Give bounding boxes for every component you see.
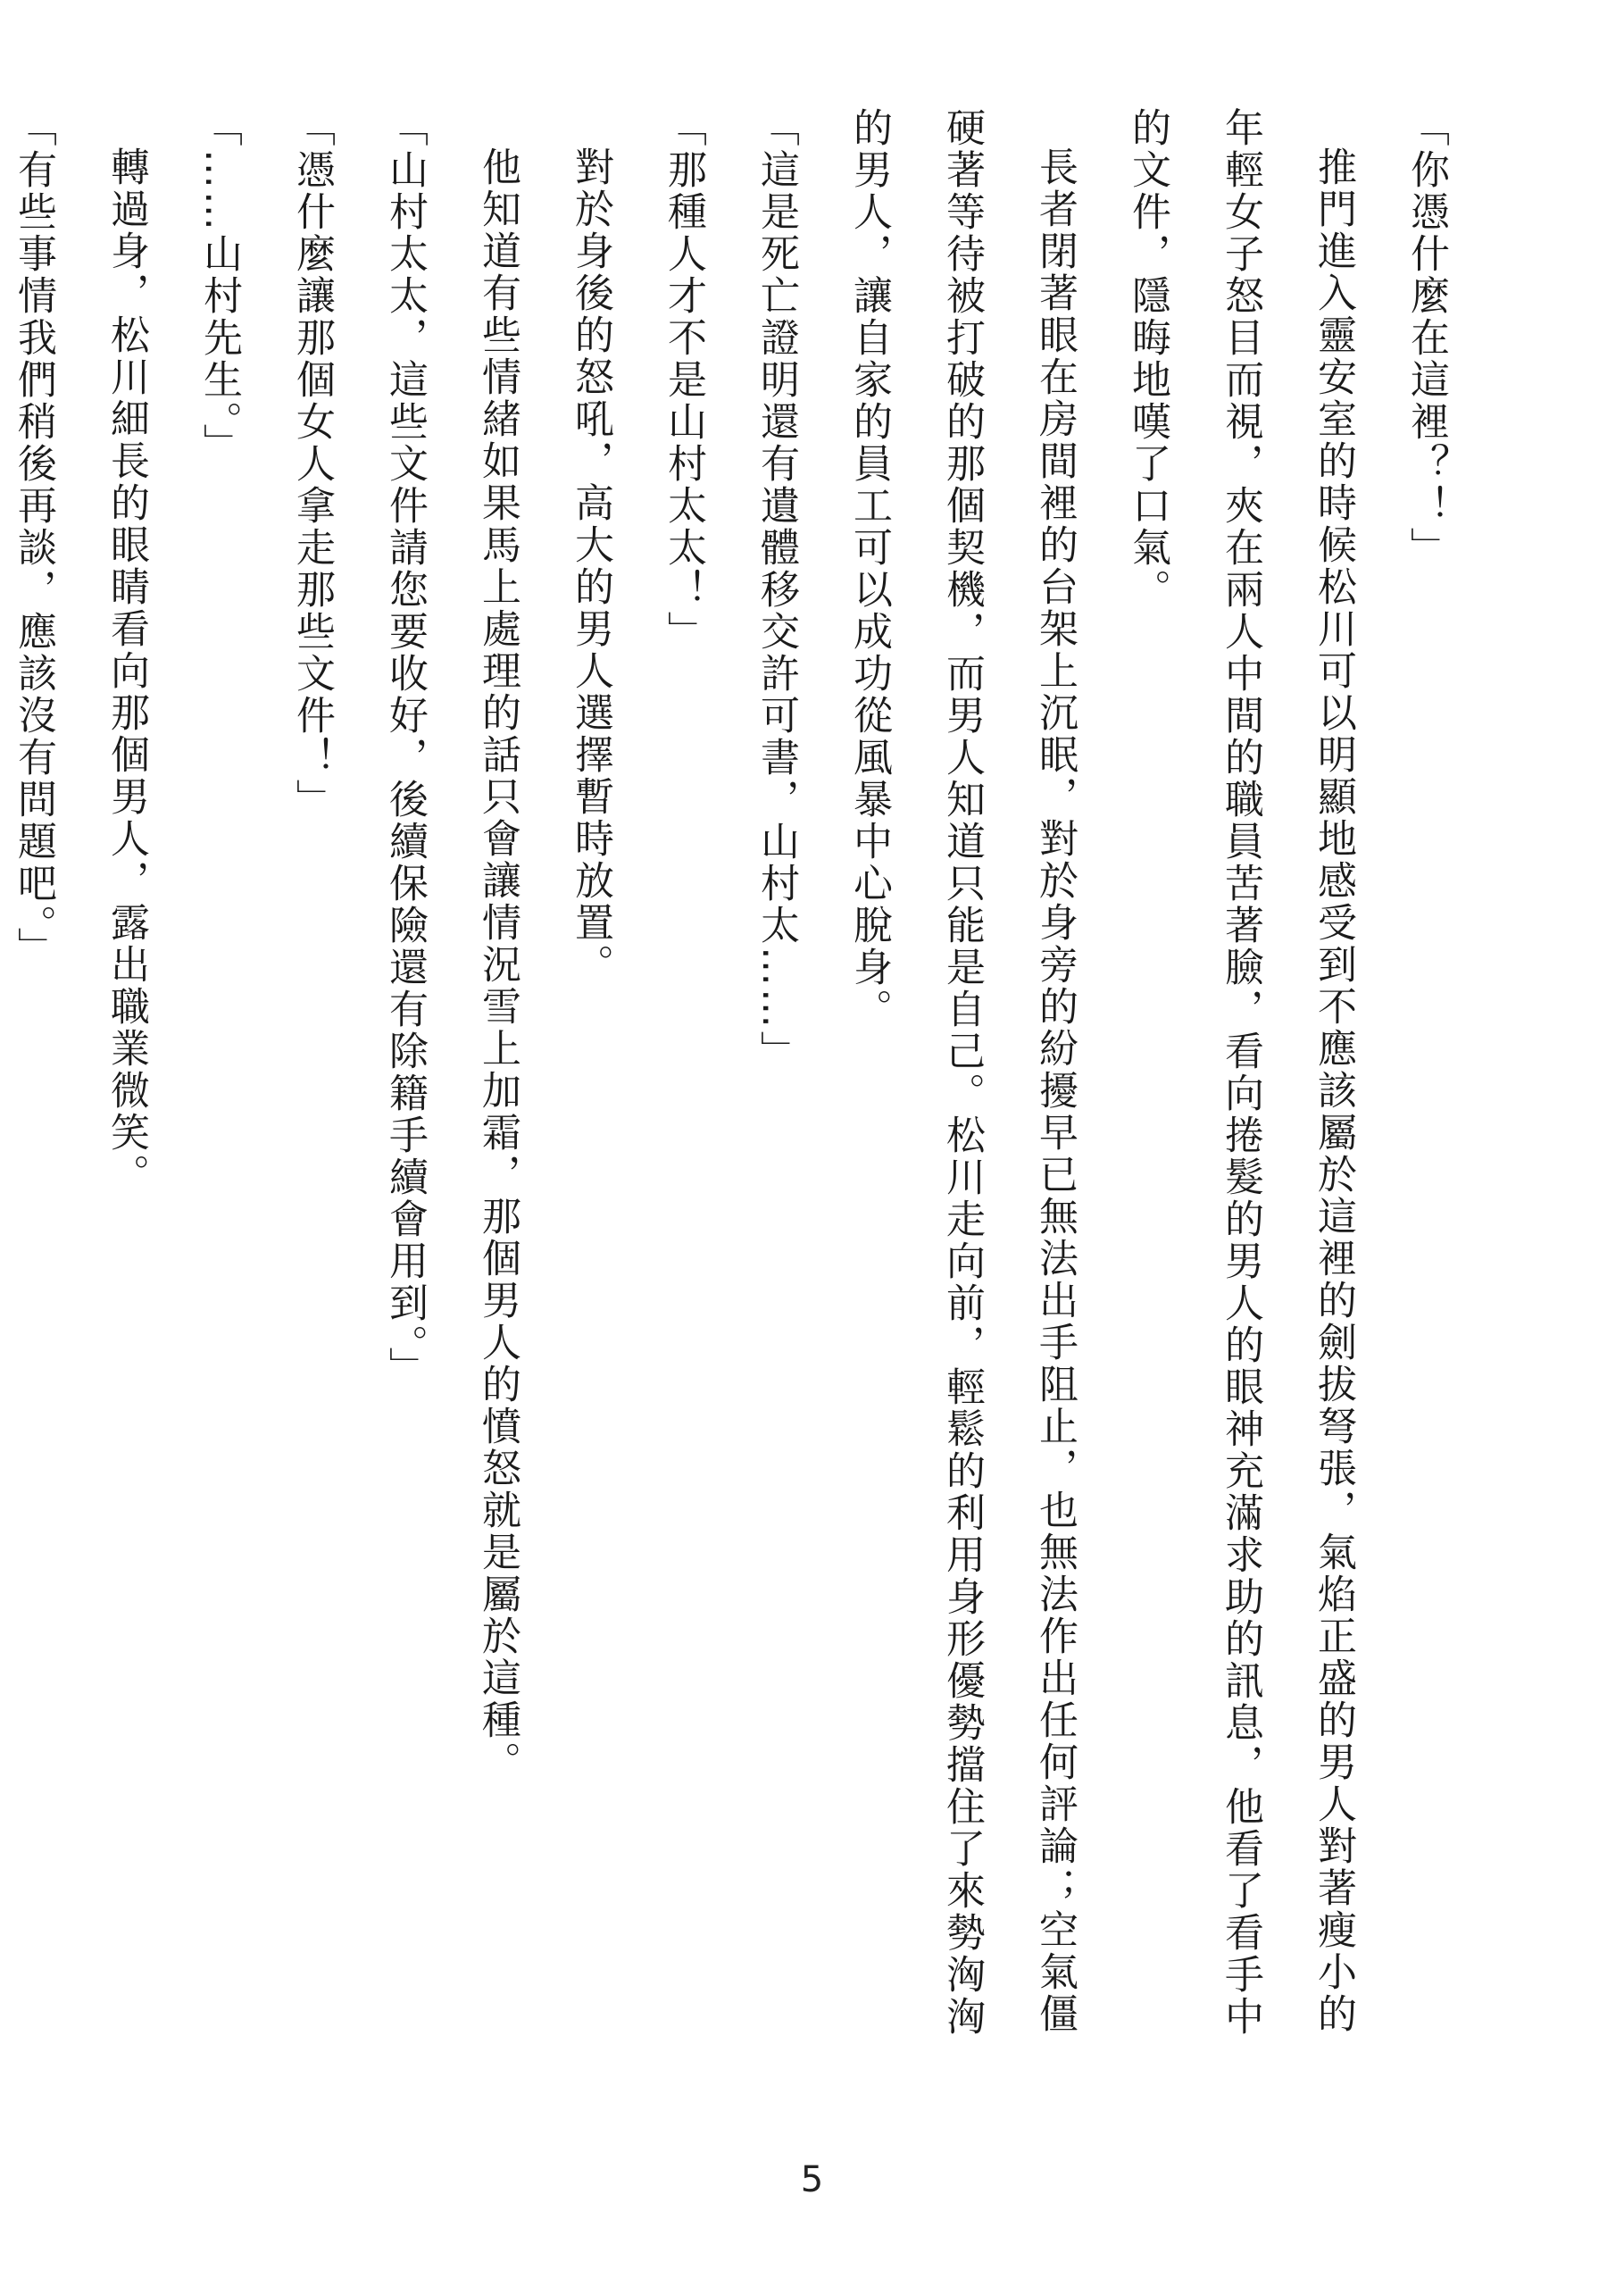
page-number: 5 bbox=[800, 2159, 824, 2200]
dialogue-line: 「有些事情我們稍後再談，應該沒有問題吧。」 bbox=[11, 107, 56, 969]
narration-paragraph: 對於身後的怒吼，高大的男人選擇暫時放置。 bbox=[568, 146, 613, 986]
dialogue-line: 「憑什麼讓那個女人拿走那些文件！」 bbox=[289, 107, 335, 821]
dialogue-line: 「山村太太，這些文件請您要收好，後續保險還有除籍手續會用到。」 bbox=[382, 107, 428, 1389]
narration-paragraph: 他知道有些情緒如果馬上處理的話只會讓情況雪上加霜，那個男人的憤怒就是屬於這種。 bbox=[475, 146, 521, 1783]
narration-paragraph: 推門進入靈安室的時候松川可以明顯地感受到不應該屬於這裡的劍拔弩張，氣焰正盛的男人對著瘦小的年輕女子怒目而視，夾在兩人中間的職員苦著臉，看向捲髮的男人的眼神充滿求助的訊息，他看了看手中的文件，隱晦地嘆了口氣。 bbox=[1125, 107, 1356, 2038]
narration-paragraph: 長者閉著眼在房間裡的台架上沉眠，對於身旁的紛擾早已無法出手阻止，也無法作出任何評論；空氣僵硬著等待被打破的那個契機，而男人知道只能是自己。松川走向前，輕鬆的利用身形優勢擋住了來勢洶洶的男人，讓自家的員工可以成功從風暴中心脫身。 bbox=[846, 107, 1078, 2038]
dialogue-line: 「那種人才不是山村太太！」 bbox=[661, 107, 706, 653]
dialogue-line: 「這是死亡證明還有遺體移交許可書，山村太……」 bbox=[754, 107, 799, 1072]
dialogue-line: 「你憑什麼在這裡？！」 bbox=[1403, 107, 1449, 569]
dialogue-line: 「……山村先生。」 bbox=[196, 107, 242, 465]
vertical-text-body bbox=[11, 107, 1472, 2054]
narration-paragraph: 轉過身，松川細長的眼睛看向那個男人，露出職業微笑。 bbox=[104, 146, 149, 1196]
